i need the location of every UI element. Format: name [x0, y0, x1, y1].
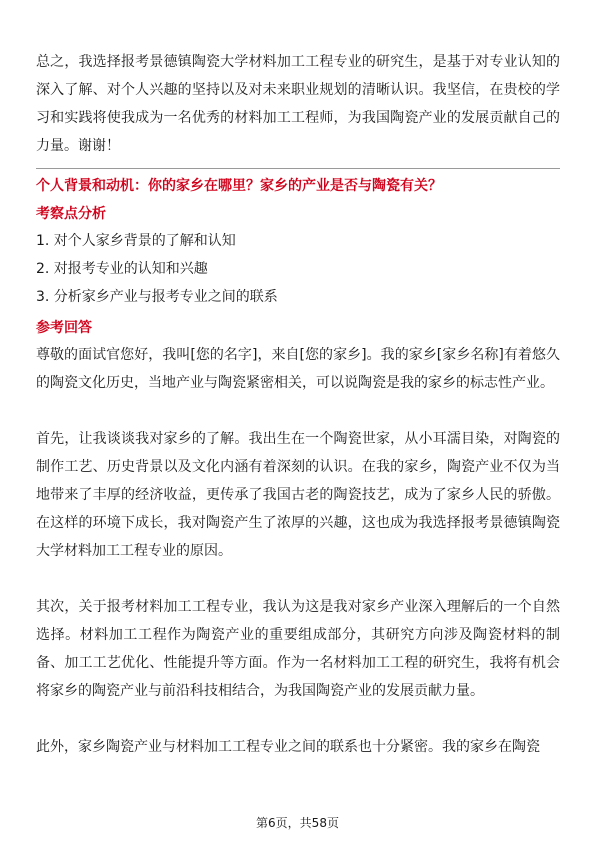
answer-label: 参考回答	[36, 320, 92, 336]
answer-paragraph-intro: 尊敬的面试官您好，我叫[您的名字]，来自[您的家乡]。我的家乡[家乡名称]有着悠久的陶瓷文化历史，当地产业与陶瓷紧密相关，可以说陶瓷是我的家乡的标志性产业。	[36, 347, 560, 391]
answer-paragraph-first: 首先，让我谈谈我对家乡的了解。我出生在一个陶瓷世家，从小耳濡目染，对陶瓷的制作工艺、历史背景以及文化内涵有着深刻的认识。在我的家乡，陶瓷产业不仅为当地带来了丰厚的经济收益，更传承了我国古老的陶瓷技艺，成为了家乡人民的骄傲。在这样的环境下成长，我对陶瓷产生了浓厚的兴趣，这也成为我选择报考景德镇陶瓷大学材料加工工程专业的原因。	[36, 431, 560, 559]
paragraph-gap	[36, 565, 560, 593]
page-number-footer: 第6页，共58页	[256, 816, 339, 830]
paragraph-gap	[36, 397, 560, 425]
document-page	[36, 48, 560, 761]
answer-paragraph-third: 此外，家乡陶瓷产业与材料加工工程专业之间的联系也十分紧密。我的家乡在陶瓷	[36, 739, 540, 755]
answer-paragraph-second: 其次，关于报考材料加工工程专业，我认为这是我对家乡产业深入理解后的一个自然选择。材料加工工程作为陶瓷产业的重要组成部分，其研究方向涉及陶瓷材料的制备、加工工艺优化、性能提升等方面。作为一名材料加工工程的研究生，我将有机会将家乡的陶瓷产业与前沿科技相结合，为我国陶瓷产业的发展贡献力量。	[36, 599, 560, 699]
summary-paragraph: 总之，我选择报考景德镇陶瓷大学材料加工工程专业的研究生，是基于对专业认知的深入了解、对个人兴趣的坚持以及对未来职业规划的清晰认识。我坚信，在贵校的学习和实践将使我成为一名优秀的材料加工工程师，为我国陶瓷产业的发展贡献自己的力量。谢谢！	[36, 54, 560, 154]
analysis-label: 考察点分析	[36, 206, 106, 222]
paragraph-gap	[36, 705, 560, 733]
analysis-point-3: 3. 分析家乡产业与报考专业之间的联系	[36, 289, 278, 305]
analysis-point-1: 1. 对个人家乡背景的了解和认知	[36, 233, 236, 249]
question-title: 个人背景和动机：你的家乡在哪里？家乡的产业是否与陶瓷有关？	[36, 178, 442, 194]
section-divider	[36, 168, 560, 169]
analysis-point-2: 2. 对报考专业的认知和兴趣	[36, 261, 208, 277]
